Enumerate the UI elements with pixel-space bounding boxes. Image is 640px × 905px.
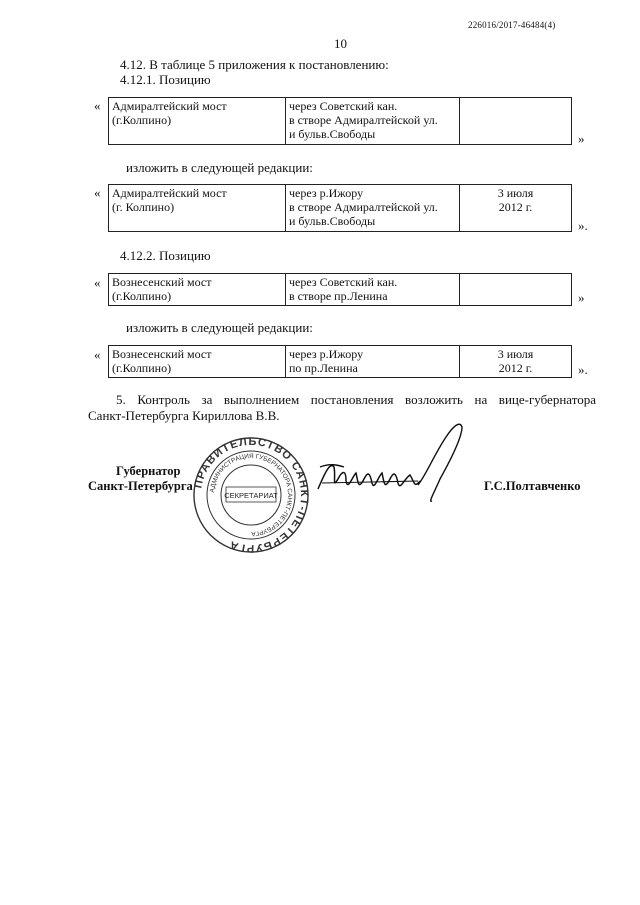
signatory-name: Г.С.Полтавченко — [484, 479, 581, 493]
table-2-location-cell: через р.Ижору в створе Адмиралтейской ул. и бульв.Свободы — [286, 185, 460, 232]
quote-close-4: ». — [578, 362, 588, 377]
table-1-location-cell: через Советский кан. в створе Адмиралтейской ул. и бульв.Свободы — [286, 98, 460, 145]
subsection-2-label: 4.12.2. Позицию — [120, 248, 211, 263]
replace-instruction-2: изложить в следующей редакции: — [126, 320, 313, 335]
paragraph-5-line-2: Санкт-Петербурга Кириллова В.В. — [88, 408, 280, 423]
table-4-date-cell: 3 июля 2012 г. — [460, 346, 572, 378]
secretariat-seal — [192, 436, 310, 554]
document-number: 226016/2017-46484(4) — [468, 20, 556, 30]
svg-text:АДМИНИСТРАЦИЯ ГУБЕРНАТОРА САНК: АДМИНИСТРАЦИЯ ГУБЕРНАТОРА САНКТ-ПЕТЕРБУРГА — [209, 452, 294, 538]
table-2-date-cell: 3 июля 2012 г. — [460, 185, 572, 232]
table-2 — [108, 184, 572, 232]
quote-open-4: « — [94, 347, 101, 362]
subsection-1-label: 4.12.1. Позицию — [120, 72, 211, 87]
quote-close-2: ». — [578, 218, 588, 233]
table-1 — [108, 97, 572, 145]
paragraph-5-line-1: 5. Контроль за выполнением постановления возложить на вице-губернатора — [116, 392, 596, 407]
table-4-location-cell: через р.Ижору по пр.Ленина — [286, 346, 460, 378]
replace-instruction-1: изложить в следующей редакции: — [126, 160, 313, 175]
table-4 — [108, 345, 572, 378]
quote-close-3: » — [578, 290, 585, 305]
table-1-date-cell — [460, 98, 572, 145]
table-3-name-cell: Вознесенский мост (г.Колпино) — [109, 274, 286, 306]
table-3-location-cell: через Советский кан. в створе пр.Ленина — [286, 274, 460, 306]
svg-text:СЕКРЕТАРИАТ: СЕКРЕТАРИАТ — [224, 491, 278, 500]
page-number: 10 — [334, 36, 347, 51]
section-title: 4.12. В таблице 5 приложения к постановлению: — [120, 57, 389, 72]
quote-open-2: « — [94, 185, 101, 200]
quote-open-1: « — [94, 98, 101, 113]
table-2-name-cell: Адмиралтейский мост (г. Колпино) — [109, 185, 286, 232]
table-3 — [108, 273, 572, 306]
table-1-name-cell: Адмиралтейский мост (г.Колпино) — [109, 98, 286, 145]
handwritten-signature — [300, 415, 490, 525]
svg-text:ПРАВИТЕЛЬСТВО САНКТ-ПЕТЕРБУРГА: ПРАВИТЕЛЬСТВО САНКТ-ПЕТЕРБУРГА — [192, 436, 310, 554]
table-3-date-cell — [460, 274, 572, 306]
quote-open-3: « — [94, 275, 101, 290]
signatory-title-line-1: Губернатор — [116, 464, 181, 478]
quote-close-1: » — [578, 131, 585, 146]
signatory-title-line-2: Санкт-Петербурга — [88, 479, 193, 493]
table-4-name-cell: Вознесенский мост (г.Колпино) — [109, 346, 286, 378]
